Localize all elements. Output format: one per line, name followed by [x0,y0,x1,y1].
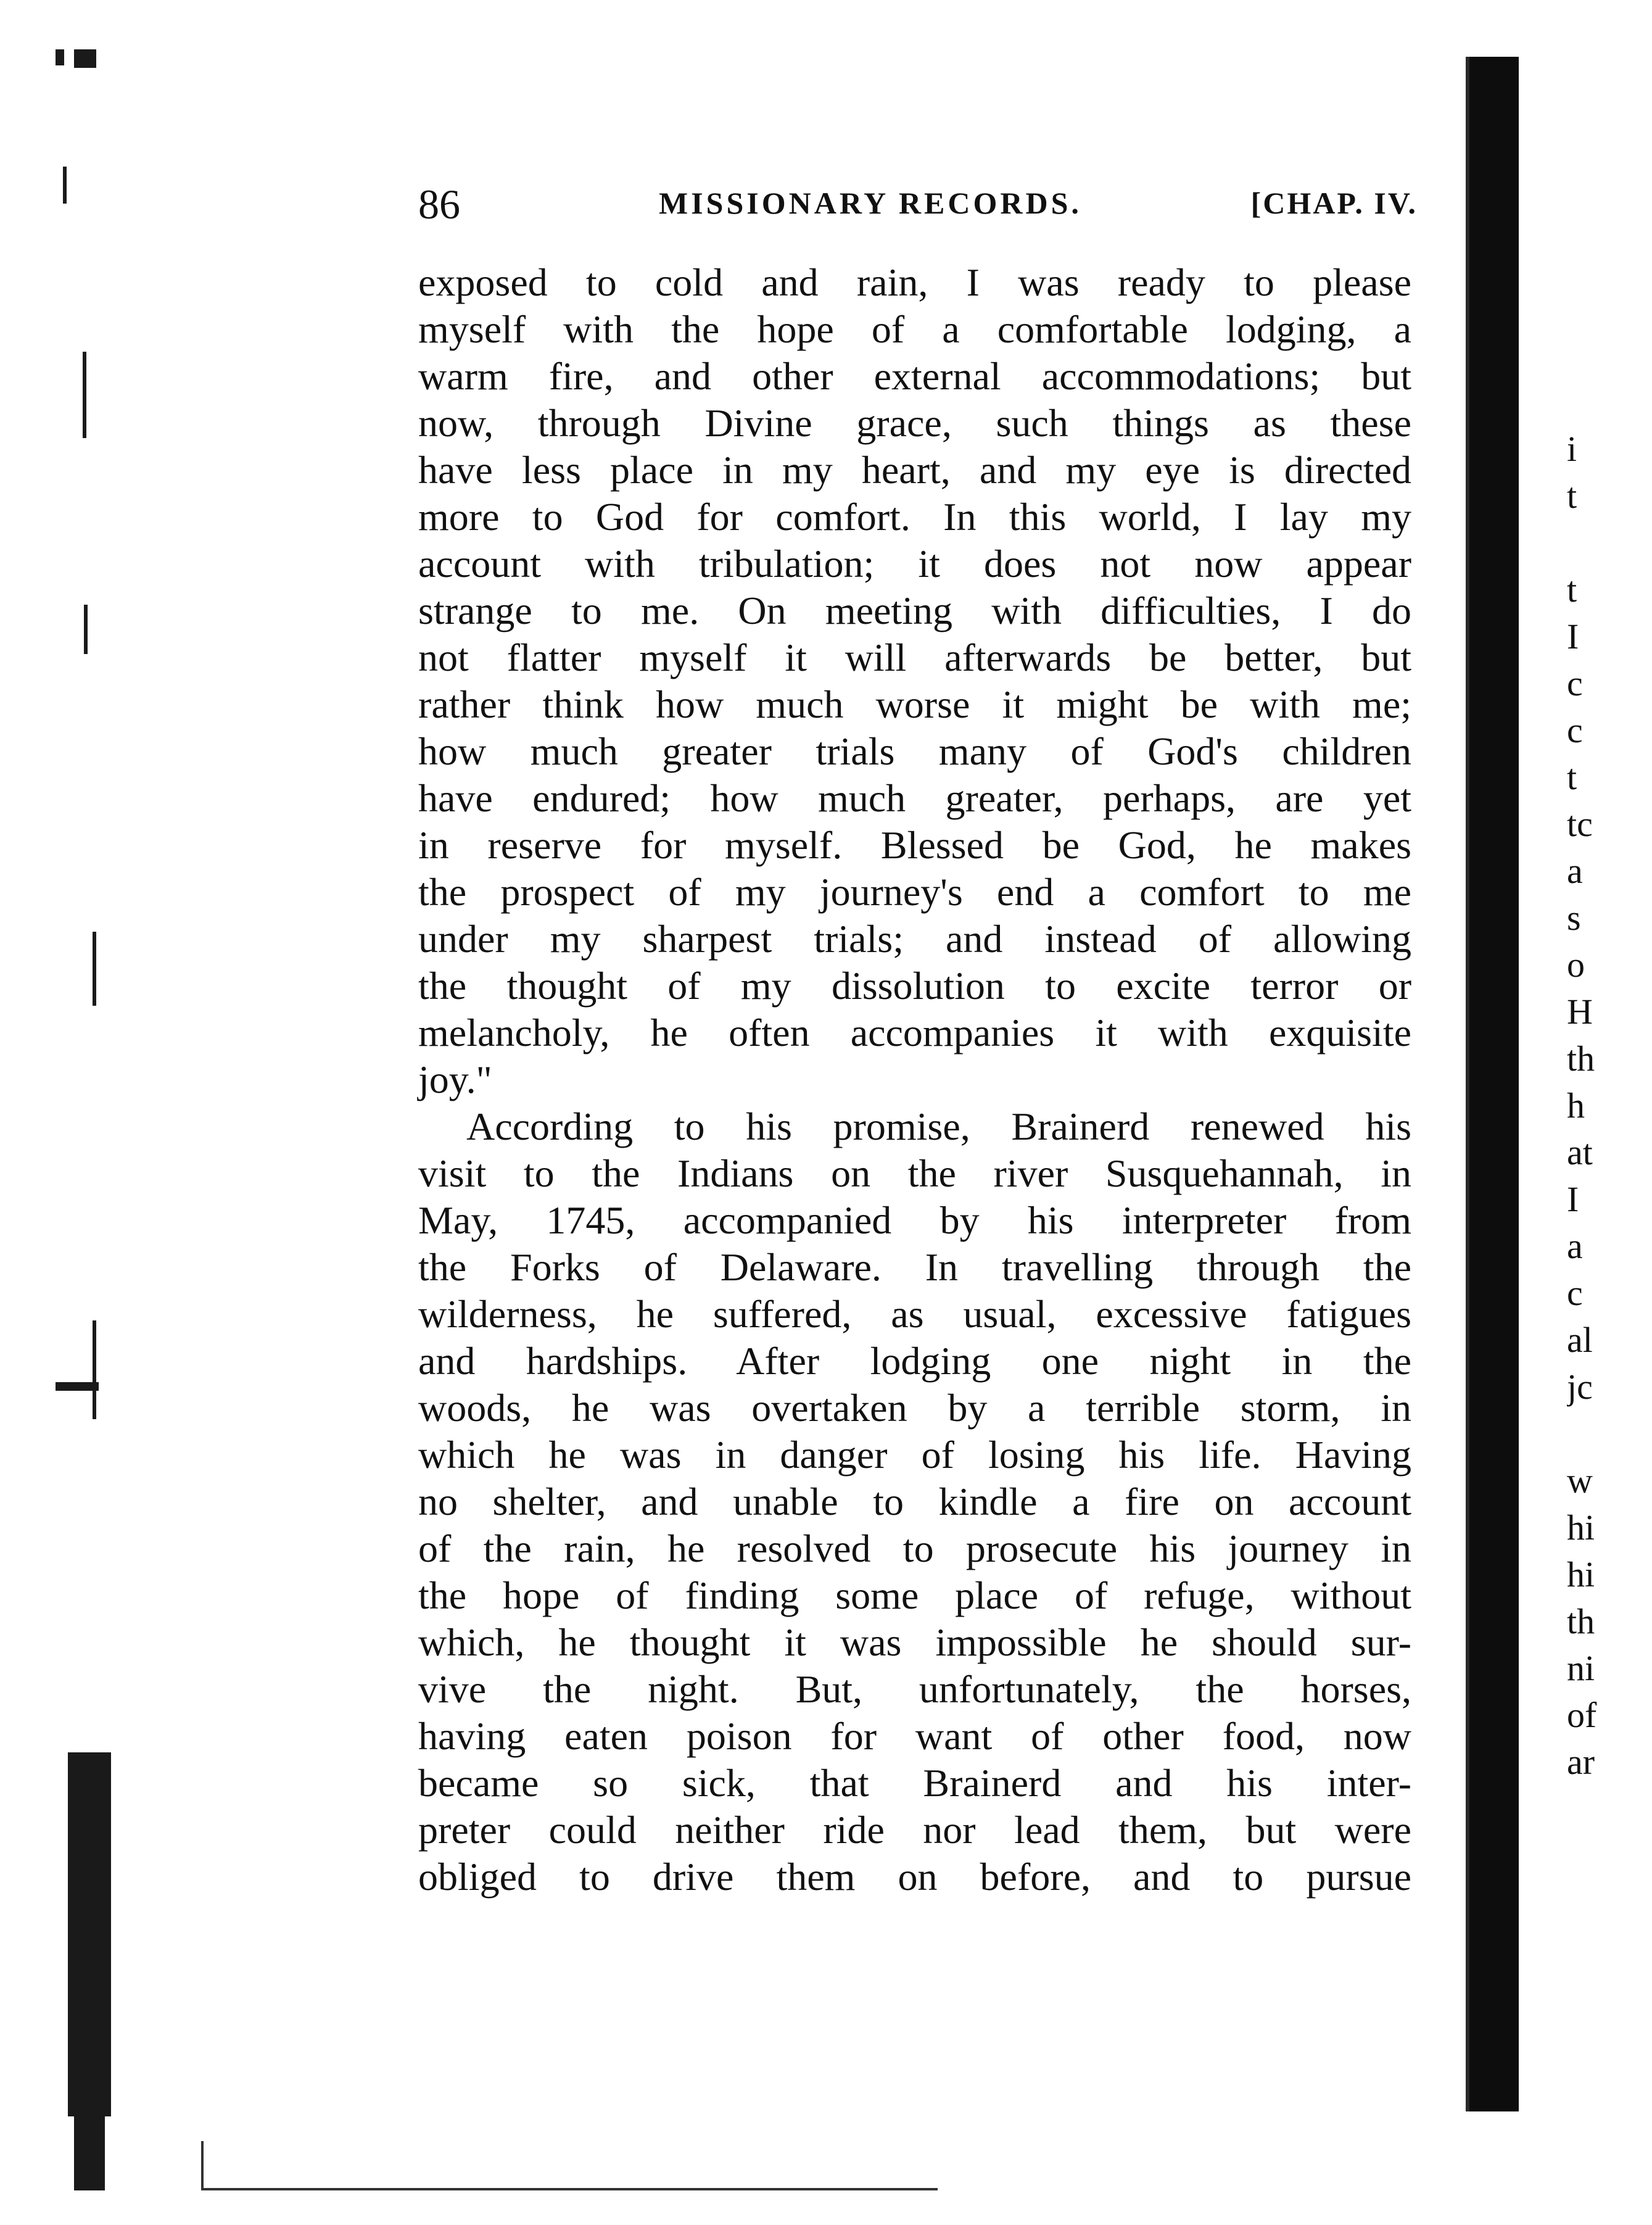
text-line: more to God for comfort. In this world, I lay my [418,495,1411,539]
text-line: having eaten poison for want of other food, now [418,1714,1411,1758]
chapter-reference: [CHAP. IV. [1250,186,1418,220]
body-text [418,259,1411,1900]
facing-fragment: al [1567,1320,1593,1360]
text-line: rather think how much worse it might be with me; [418,682,1411,726]
text-line: and hardships. After lodging one night in the [418,1339,1411,1383]
text-line: which he was in danger of losing his life. Having [418,1433,1411,1477]
facing-fragment: o [1567,945,1585,985]
text-line: in reserve for myself. Blessed be God, he makes [418,823,1411,867]
facing-fragment: th [1567,1601,1595,1641]
facing-fragment: a [1567,851,1583,891]
facing-fragment: H [1567,992,1593,1032]
facing-fragment: i [1567,429,1577,469]
facing-fragment: of [1567,1695,1597,1735]
facing-fragment: a [1567,1226,1583,1266]
facing-fragment: c [1567,663,1583,703]
text-line: how much greater trials many of God's children [418,729,1411,773]
text-line: strange to me. On meeting with difficulties, I do [418,589,1411,632]
binding-gutter [1466,57,1519,2111]
text-line-paragraph-start: According to his promise, Brainerd renewed his [466,1104,1411,1148]
text-line: obliged to drive them on before, and to pursue [418,1855,1411,1899]
facing-fragment: t [1567,476,1577,516]
facing-page-fragments [1567,426,1652,1786]
text-line: myself with the hope of a comfortable lodging, a [418,307,1411,351]
text-line: the thought of my dissolution to excite terror or [418,964,1411,1008]
text-line: vive the night. But, unfortunately, the horses, [418,1667,1411,1711]
text-line: have less place in my heart, and my eye is directed [418,448,1411,492]
facing-fragment: th [1567,1038,1595,1079]
facing-fragment: h [1567,1085,1585,1125]
running-title: MISSIONARY RECORDS. [659,186,1082,220]
facing-fragment: tc [1567,804,1593,844]
text-line: have endured; how much greater, perhaps, are yet [418,776,1411,820]
bottom-rule [204,2188,938,2190]
text-line: not flatter myself it will afterwards be better, but [418,636,1411,679]
text-line: account with tribulation; it does not now appear [418,542,1411,586]
text-line: exposed to cold and rain, I was ready to please [418,260,1411,304]
bottom-rule-corner [201,2141,204,2190]
facing-fragment [1567,520,1652,566]
left-edge-scan-marks [56,49,154,2190]
facing-fragment: t [1567,570,1577,610]
running-header [418,180,1418,236]
text-line: preter could neither ride nor lead them, but were [418,1808,1411,1852]
facing-fragment: hi [1567,1507,1595,1548]
facing-fragment: c [1567,1273,1583,1313]
text-line: became so sick, that Brainerd and his inter- [418,1761,1411,1805]
text-line: no shelter, and unable to kindle a fire on account [418,1480,1411,1523]
text-line: joy." [418,1058,492,1101]
facing-fragment: ni [1567,1648,1595,1688]
text-line: woods, he was overtaken by a terrible storm, in [418,1386,1411,1430]
facing-fragment: jc [1567,1367,1593,1407]
text-line: May, 1745, accompanied by his interpreter from [418,1198,1411,1242]
text-line: now, through Divine grace, such things as these [418,401,1411,445]
page-number: 86 [418,181,460,228]
text-line: of the rain, he resolved to prosecute his journey in [418,1527,1411,1570]
facing-fragment: w [1567,1461,1593,1501]
facing-fragment: t [1567,757,1577,797]
text-line: visit to the Indians on the river Susquehannah, in [418,1151,1411,1195]
facing-fragment: I [1567,1179,1579,1219]
facing-fragment: at [1567,1132,1593,1172]
facing-fragment [1567,1411,1652,1457]
facing-fragment: hi [1567,1554,1595,1594]
text-line: the prospect of my journey's end a comfort to me [418,870,1411,914]
text-line: which, he thought it was impossible he should sur- [418,1620,1411,1664]
text-line: under my sharpest trials; and instead of allowing [418,917,1411,961]
text-line: warm fire, and other external accommodations; but [418,354,1411,398]
text-line: melancholy, he often accompanies it with exquisite [418,1011,1411,1054]
text-line: wilderness, he suffered, as usual, excessive fatigues [418,1292,1411,1336]
facing-fragment: I [1567,616,1579,657]
text-line: the Forks of Delaware. In travelling through the [418,1245,1411,1289]
facing-fragment: ar [1567,1742,1595,1782]
facing-fragment: s [1567,898,1581,938]
text-line: the hope of finding some place of refuge, without [418,1573,1411,1617]
facing-fragment: c [1567,710,1583,750]
